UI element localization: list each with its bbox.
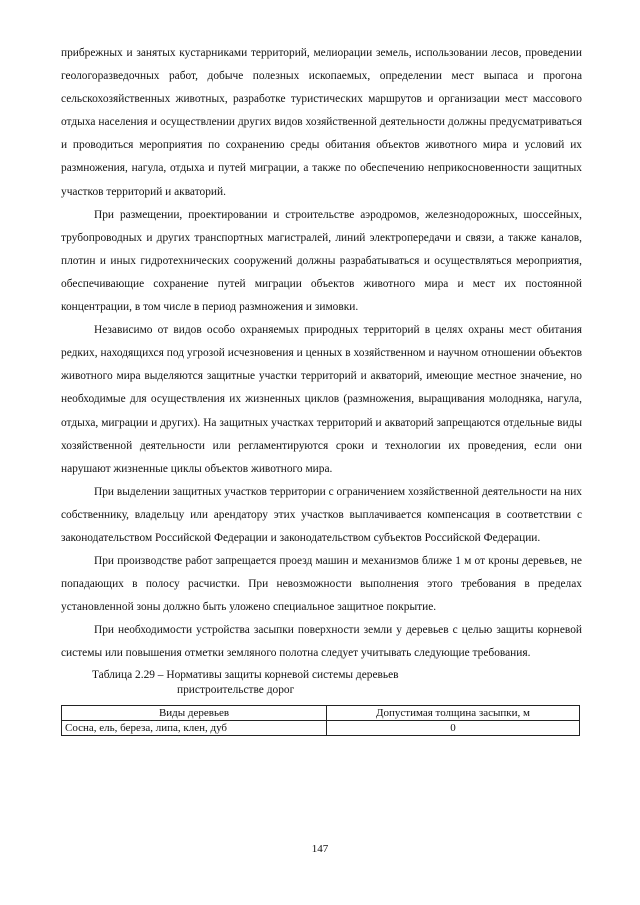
table-cell-species: Сосна, ель, береза, липа, клен, дуб: [62, 720, 327, 735]
table-cell-thickness: 0: [327, 720, 580, 735]
table-header-tree-species: Виды деревьев: [62, 705, 327, 720]
table-header-row: [62, 705, 580, 720]
table-caption: [92, 668, 582, 698]
paragraph-4: При выделении защитных участков территории с ограничением хозяйственной деятельности на них собственнику, владельцу или арендатору этих участков выплачивается компенсация в соответствии с законодательством Российской Федерации и законодательством субъектов Российской Федерации.: [61, 485, 582, 544]
paragraph-2: При размещении, проектировании и строительстве аэродромов, железнодорожных, шоссейных, трубопроводных и других транспортных магистралей, линий электропередачи и связи, а также каналов, плотин и иных гидротехнических сооружений должны разрабатываться и осуществляться мероприятия, обеспечивающие сохранение путей миграции объектов животного мира и мест их постоянной концентрации, в том числе в период размножения и зимовки.: [61, 208, 582, 314]
table-caption-line2: пристроительстве дорог: [177, 683, 295, 696]
paragraph-5: При производстве работ запрещается проезд машин и механизмов ближе 1 м от кроны деревьев, не попадающих в полосу расчистки. При невозможности выполнения этого требования в пределах установленной зоны должно быть уложено специальное защитное покрытие.: [61, 555, 582, 614]
document-page: [61, 42, 582, 736]
paragraph-1: прибрежных и занятых кустарниками территорий, мелиорации земель, использовании лесов, проведении геологоразведочных работ, добыче полезных ископаемых, определении мест выпаса и прогона сельскохозяйственных животных, разработке туристических маршрутов и организации мест массового отдыха населения и осуществлении других видов хозяйственной деятельности должны предусматриваться и проводиться мероприятия по сохранению среды обитания объектов животного мира и условий их размножения, нагула, отдыха и путей миграции, а также по обеспечению неприкосновенности защитных участков территорий и акваторий.: [61, 47, 582, 198]
table-header-fill-thickness: Допустимая толщина засыпки, м: [327, 705, 580, 720]
paragraph-6: При необходимости устройства засыпки поверхности земли у деревьев с целью защиты корневой системы или повышения отметки земляного полотна следует учитывать следующие требования.: [61, 624, 582, 660]
paragraph-3: Независимо от видов особо охраняемых природных территорий в целях охраны мест обитания редких, находящихся под угрозой исчезновения и ценных в хозяйственном и научном отношении объектов животного мира выделяются защитные участки территорий и акваторий, имеющие местное значение, но необходимые для осуществления их жизненных циклов (размножения, выращивания молодняка, нагула, отдыха, миграции и других). На защитных участках территорий и акваторий запрещаются отдельные виды хозяйственной деятельности или регламентируются сроки и технологии их проведения, если они нарушают жизненные циклы объектов животного мира.: [61, 324, 582, 475]
table-caption-line1: Таблица 2.29 – Нормативы защиты корневой системы деревьев: [92, 668, 399, 681]
root-protection-table: [61, 705, 580, 736]
table-row: [62, 720, 580, 735]
page-number: 147: [311, 843, 329, 855]
